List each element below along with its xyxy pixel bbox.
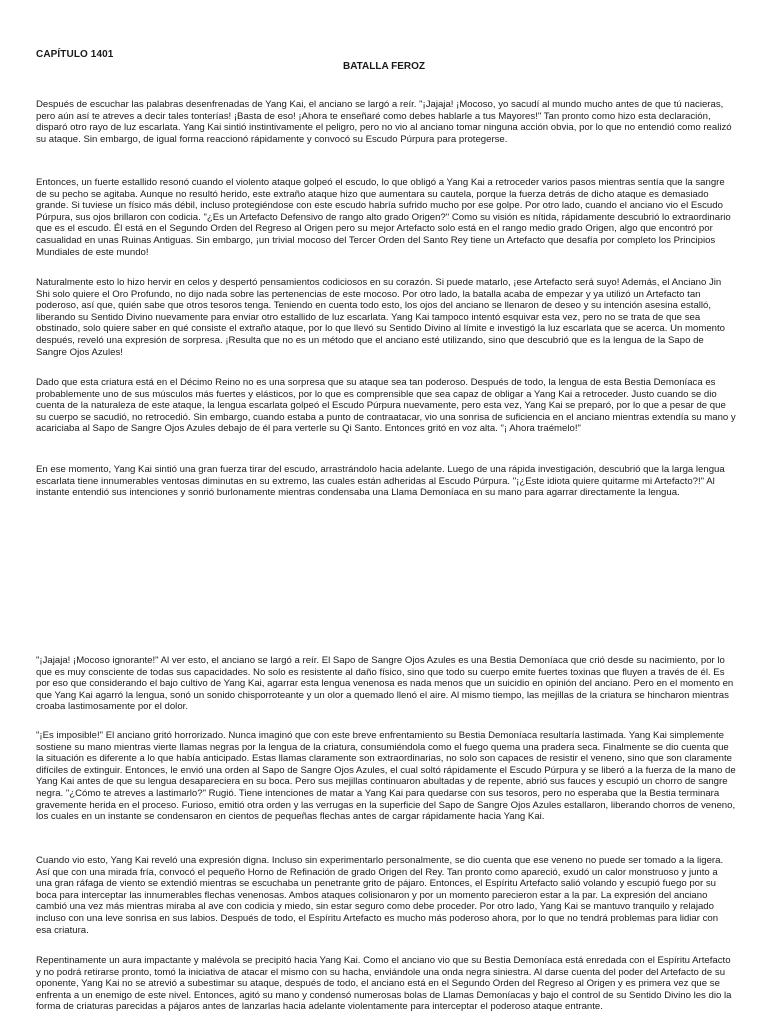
paragraph: Dado que esta criatura está en el Décimo Reino no es una sorpresa que su ataque sea tan poderoso. Después de todo, la lengua de esta Bestia Demoníaca es probablemente uno de sus músculos más fuertes y elásticos, por lo que es comprensible que sea capaz de obligar a Yang Kai a retroceder. Justo cuando se dio cuenta de la naturaleza de este ataque, la lengua escarlata golpeó el Escudo Púrpura nuevamente, pero esta vez, Yang Kai se preparó, por lo que a pesar de que su cuerpo se sacudió, no retrocedió. Sin embargo, cuando estaba a punto de contraatacar, vio una sonrisa de suficiencia en el anciano mientras extendía su mano y acariciaba al Sapo de Sangre Ojos Azules debajo de él para verterle su Qi Santo. Entonces gritó en voz alta. "¡ Ahora traémelo!" (36, 377, 736, 435)
paragraph: Repentinamente un aura impactante y malévola se precipitó hacia Yang Kai. Como el anciano vio que su Bestia Demoníaca está enredada con el Espíritu Artefacto y no podrá retirarse pronto, tomó la iniciativa de atacar el mismo con su hacha, enviándole una onda negra siniestra. Al darse cuenta del poder del Artefacto de su oponente, Yang Kai no se atrevió a subestimar su ataque, después de todo, el anciano está en el Segundo Orden del Regreso al Origen y es primera vez que se enfrenta a un enemigo de este nivel. Entonces, agitó su mano y condensó numerosas bolas de Llamas Demoníacas y bajo el control de su Sentido Divino les dio la forma de criaturas parecidas a pájaros antes de lanzarlas hacia adelante violentamente para interceptar el poderoso ataque entrante. (36, 955, 732, 1013)
chapter-number: CAPÍTULO 1401 (36, 49, 114, 60)
paragraph: Cuando vio esto, Yang Kai reveló una expresión digna. Incluso sin experimentarlo personalmente, se dio cuenta que ese veneno no puede ser tomado a la ligera. Así que con una mirada fría, convocó el pequeño Horno de Refinación de grado Origen del Rey. Tan pronto como apareció, exudó un calor monstruoso y junto a una gran ráfaga de viento se extendió mientras se escuchaba un penetrante grito de pájaro. Entonces, el Espíritu Artefacto salió volando y escupió fuego por su boca para interceptar las innumerables flechas venenosas. Ambos ataques colisionaron y por un momento parecieron estar a la par. La expresión del anciano cambió una vez más mientras miraba al ave con codicia y miedo, sin estar seguro como debe proceder. Por otro lado, Yang Kai se mantuvo tranquilo y relajado incluso con una leve sonrisa en sus labios. Después de todo, el Espíritu Artefacto es mucho más poderoso ahora, por lo que no tendrá problemas para lidiar con esa criatura. (36, 855, 724, 936)
paragraph: "¡Es imposible!" El anciano gritó horrorizado. Nunca imaginó que con este breve enfrentamiento su Bestia Demoníaca resultaría lastimada. Yang Kai simplemente sostiene su mano mientras vierte llamas negras por la lengua de la criatura, consumiéndola como el fuego quema una pradera seca. Finalmente se dio cuenta que la situación es diferente a lo que había anticipado. Estas llamas claramente son extraordinarias, no solo son capaces de resistir el veneno, sino que son claramente difíciles de extinguir. Entonces, le envió una orden al Sapo de Sangre Ojos Azules, el cual soltó rápidamente el Escudo Púrpura y se liberó a la fuerza de la mano de Yang Kai antes de que su lengua desapareciera en su boca. Pero sus mejillas continuaron abultadas y de repente, abrió sus fauces y escupió un chorro de sangre negra. "¿Cómo te atreves a lastimarlo?" Rugió. Tiene intenciones de matar a Yang Kai para quedarse con sus tesoros, pero no esperaba que la Bestia terminara gravemente herida en el proceso. Furioso, emitió otra orden y las verrugas en la superficie del Sapo de Sangre Ojos Azules estallaron, liberando chorros de veneno, los cuales en un instante se condensaron en cientos de pequeñas flechas antes de cargar rápidamente hacia Yang Kai. (36, 730, 736, 823)
paragraph: En ese momento, Yang Kai sintió una gran fuerza tirar del escudo, arrastrándolo hacia adelante. Luego de una rápida investigación, descubrió que la larga lengua escarlata tiene innumerables ventosas diminutas en su extremo, las cuales están adheridas al Escudo Púrpura. "¡¿Este idiota quiere quitarme mi Artefacto?!" Al instante entendió sus intenciones y sonrió burlonamente mientras condensaba una Llama Demoníaca en su mano para agarrar directamente la lengua. (36, 464, 725, 499)
paragraph: Naturalmente esto lo hizo hervir en celos y despertó pensamientos codiciosos en su corazón. Si puede matarlo, ¡ese Artefacto será suyo! Además, el Anciano Jin Shi solo quiere el Oro Profundo, no dijo nada sobre las pertenencias de este mocoso. Por otro lado, la batalla acaba de empezar y ya utilizó un Artefacto tan poderoso, así que, quién sabe que otros tesoros tenga. Teniendo en cuenta todo esto, los ojos del anciano se llenaron de deseo y su intención asesina estalló, liberando su Sentido Divino nuevamente para enviar otro estallido de luz escarlata. Yang Kai tampoco intentó esquivar esta vez, pero no se trata de que sea obstinado, solo quiere saber en qué consiste el extraño ataque, por lo que llevó su Sentido Divino al límite e investigó la luz escarlata que se acerca. Un momento después, reveló una expresión de sorpresa. ¡Resulta que no es un método que el anciano esté utilizando, sino que descubrió que es la lengua de la Sapo de Sangre Ojos Azules! (36, 277, 726, 358)
paragraph: Entonces, un fuerte estallido resonó cuando el violento ataque golpeó el escudo, lo que obligó a Yang Kai a retroceder varios pasos mientras sentía que la sangre de su pecho se agitaba. Aunque no resultó herido, este extraño ataque hizo que aumentara su cautela, porque la fuerza detrás de dicho ataque es demasiado grande. Si tuviese un físico más débil, incluso protegiéndose con este escudo habría sufrido mucho por ese golpe. Por otro lado, cuando el anciano vio el Escudo Púrpura, sus ojos brillaron con codicia. "¿Es un Artefacto Defensivo de rango alto grado Origen?" Como su visión es nítida, rápidamente descubrió lo extraordinario que es el escudo. Él está en el Segundo Orden del Regreso al Origen pero su mejor Artefacto solo está en el rango medio grado Origen, algo que encontró por casualidad en unas Ruinas Antiguas. Sin embargo, ¡un trivial mocoso del Tercer Orden del Santo Rey tiene un Artefacto que desafía por completo los Principios Mundiales de este mundo! (36, 177, 731, 258)
chapter-title: BATALLA FEROZ (342, 61, 426, 72)
paragraph: "¡Jajaja! ¡Mocoso ignorante!" Al ver esto, el anciano se largó a reír. El Sapo de Sangre Ojos Azules es una Bestia Demoníaca que crió desde su nacimiento, por lo que es muy consciente de todas sus capacidades. No solo es resistente al daño físico, sino que todo su cuerpo emite fuertes toxinas que fluyen a través de él. Es por eso que considerando el bajo cultivo de Yang Kai, agarrar esta lengua venenosa es nada menos que un suicidio en opinión del anciano. Pero en el momento en que Yang Kai agarró la lengua, sonó un sonido chisporroteante y un olor a quemado llenó el aire. Al mismo tiempo, las mejillas de la criatura se hincharon mientras croaba lastimosamente por el dolor. (36, 655, 734, 713)
paragraph: Después de escuchar las palabras desenfrenadas de Yang Kai, el anciano se largó a reír. "¡Jajaja! ¡Mocoso, yo sacudí al mundo mucho antes de que tú nacieras, pero aún así te atreves a decir tales tonterías! ¡Basta de eso! ¡Ahora te enseñaré como debes hablarle a tus Mayores!" Tan pronto como hizo esta declaración, disparó otro rayo de luz escarlata. Yang Kai sintió instintivamente el peligro, pero no vio al anciano tomar ninguna acción obvia, por lo que no entendió como realizó su ataque. Sin embargo, de igual forma reaccionó rápidamente y convocó su Escudo Púrpura para protegerse. (36, 99, 732, 145)
